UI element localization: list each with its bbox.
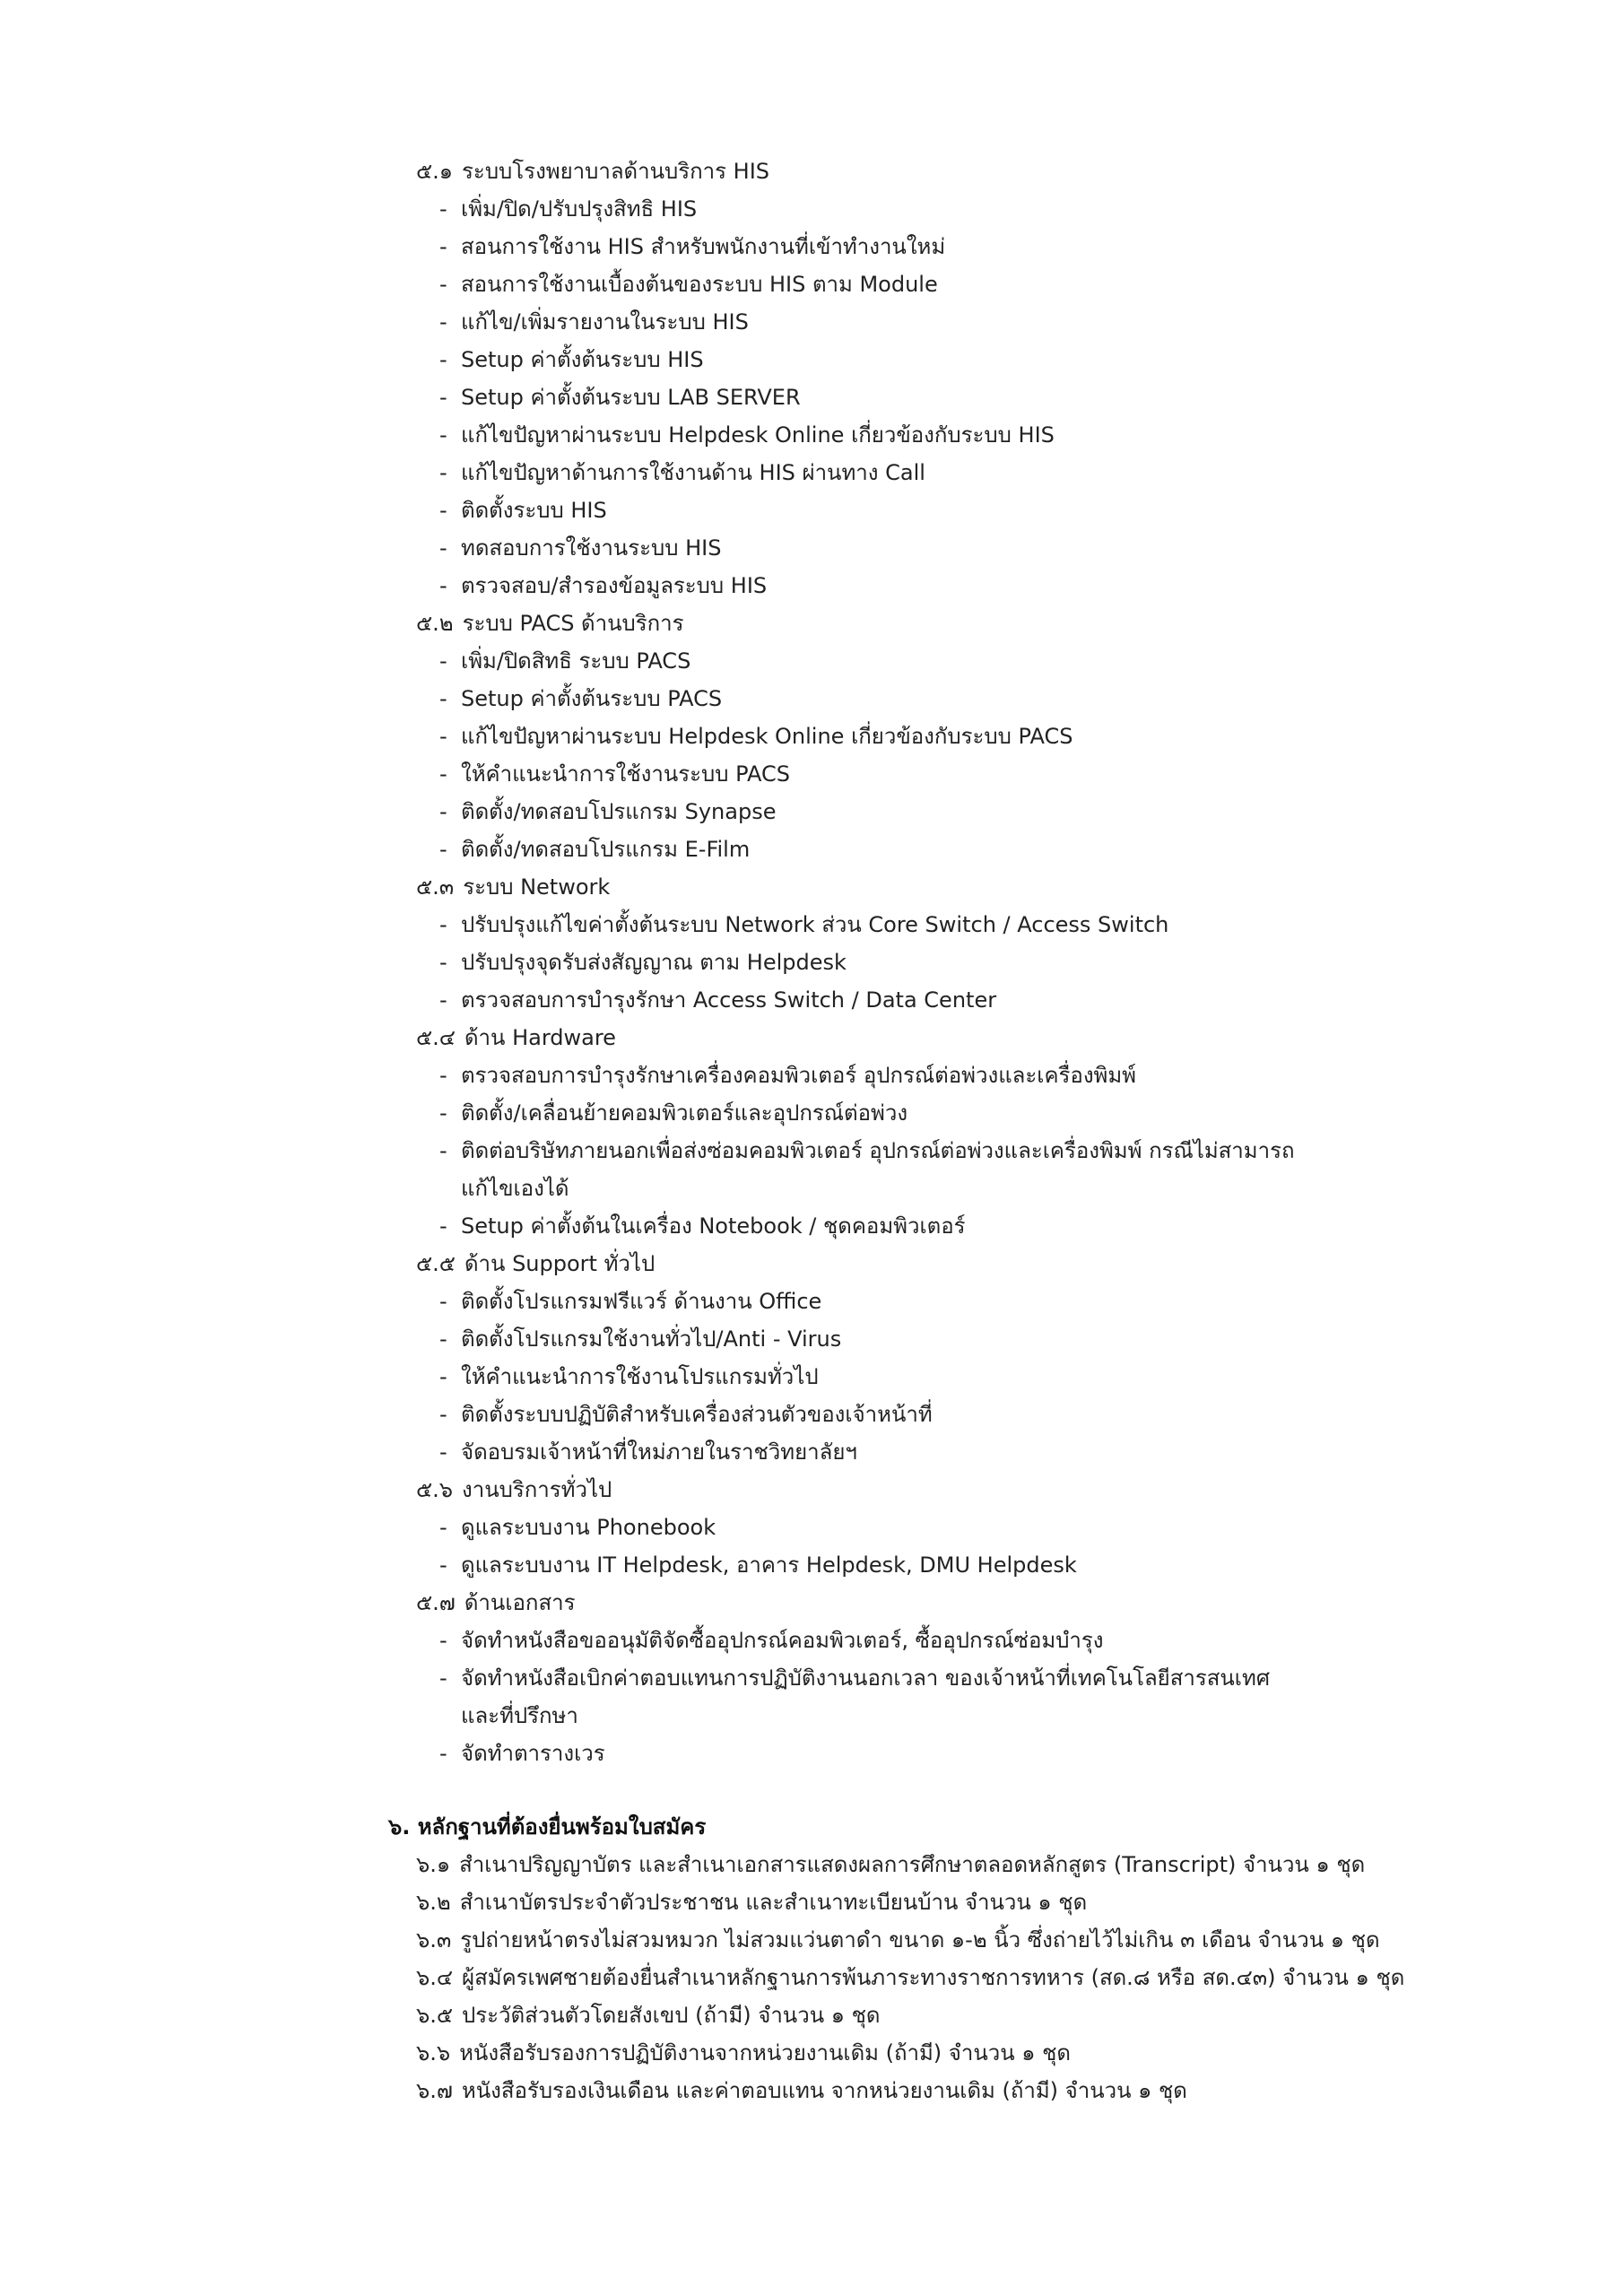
section-title: ระบบ PACS ด้านบริการ xyxy=(462,611,684,636)
section-number: ๕.๒ xyxy=(416,611,454,636)
section-number: ๕.๓ xyxy=(416,874,455,900)
section-5-2-heading xyxy=(416,604,684,642)
numbered-item: ๖.๕ ประวัติส่วนตัวโดยสังเขป (ถ้ามี) จำนวน ๑ ชุด xyxy=(416,2003,881,2028)
section-title: ด้าน Support ทั่วไป xyxy=(464,1251,656,1276)
section-title: ด้านเอกสาร xyxy=(464,1590,576,1615)
list-item: - จัดทำตารางเวร xyxy=(439,1741,605,1766)
list-item: - ตรวจสอบการบำรุงรักษา Access Switch / Data Center xyxy=(439,987,997,1013)
numbered-item: ๖.๗ หนังสือรับรองเงินเดือน และค่าตอบแทน จากหน่วยงานเดิม (ถ้ามี) จำนวน ๑ ชุด xyxy=(416,2078,1187,2103)
section-title: งานบริการทั่วไป xyxy=(462,1477,612,1502)
list-item: - ติดตั้งโปรแกรมฟรีแวร์ ด้านงาน Office xyxy=(439,1289,822,1314)
section-number: ๕.๔ xyxy=(416,1025,456,1050)
list-item: - สอนการใช้งาน HIS สำหรับพนักงานที่เข้าทำงานใหม่ xyxy=(439,234,946,259)
list-item: - Setup ค่าตั้งต้นในเครื่อง Notebook / ชุดคอมพิวเตอร์ xyxy=(439,1213,966,1239)
list-item: - ทดสอบการใช้งานระบบ HIS xyxy=(439,535,722,561)
section-title: ด้าน Hardware xyxy=(464,1025,616,1050)
list-item: - Setup ค่าตั้งต้นระบบ PACS xyxy=(439,686,723,711)
list-item: - ดูแลระบบงาน Phonebook xyxy=(439,1515,716,1540)
section-number: ๕.๗ xyxy=(416,1590,456,1615)
list-item: - ติดตั้งโปรแกรมใช้งานทั่วไป/Anti - Virus xyxy=(439,1326,842,1352)
section-title: ระบบโรงพยาบาลด้านบริการ HIS xyxy=(462,159,770,184)
numbered-item: ๖.๔ ผู้สมัครเพศชายต้องยื่นสำเนาหลักฐานการพ้นภาระทางราชการทหาร (สด.๘ หรือ สด.๔๓) จำนวน ๑ ชุด xyxy=(416,1965,1405,1990)
section-5-4-heading xyxy=(416,1019,616,1057)
section-number: ๕.๑ xyxy=(416,159,454,184)
list-item: - ให้คำแนะนำการใช้งานระบบ PACS xyxy=(439,761,791,787)
list-item: - สอนการใช้งานเบื้องต้นของระบบ HIS ตาม Module xyxy=(439,272,938,297)
list-item: - ตรวจสอบ/สำรองข้อมูลระบบ HIS xyxy=(439,573,768,598)
list-item: - เพิ่ม/ปิด/ปรับปรุงสิทธิ HIS xyxy=(439,196,698,222)
section-5-7-heading xyxy=(416,1584,575,1622)
section-number: ๕.๖ xyxy=(416,1477,454,1502)
list-item: - ติดตั้ง/ทดสอบโปรแกรม E-Film xyxy=(439,837,751,862)
list-item: - ติดตั้ง/เคลื่อนย้ายคอมพิวเตอร์และอุปกรณ์ต่อพ่วง xyxy=(439,1100,908,1126)
section-5-1-heading xyxy=(416,152,769,190)
list-item: - ติดตั้ง/ทดสอบโปรแกรม Synapse xyxy=(439,799,777,824)
list-item: - เพิ่ม/ปิดสิทธิ ระบบ PACS xyxy=(439,648,691,674)
section-number: ๕.๕ xyxy=(416,1251,456,1276)
section-6-heading: ๖. หลักฐานที่ต้องยื่นพร้อมใบสมัคร xyxy=(388,1814,707,1839)
numbered-item: ๖.๓ รูปถ่ายหน้าตรงไม่สวมหมวก ไม่สวมแว่นตาดำ ขนาด ๑-๒ นิ้ว ซึ่งถ่ายไว้ไม่เกิน ๓ เดือน จำนวน ๑ ชุด xyxy=(416,1927,1380,1952)
list-item-continuation: แก้ไขเองได้ xyxy=(461,1176,569,1201)
numbered-item: ๖.๖ หนังสือรับรองการปฏิบัติงานจากหน่วยงานเดิม (ถ้ามี) จำนวน ๑ ชุด xyxy=(416,2040,1071,2066)
section-5-3-heading xyxy=(416,868,610,906)
section-title: ระบบ Network xyxy=(463,874,611,900)
list-item: - ติดต่อบริษัทภายนอกเพื่อส่งซ่อมคอมพิวเตอร์ อุปกรณ์ต่อพ่วงและเครื่องพิมพ์ กรณีไม่สามารถ xyxy=(439,1138,1295,1163)
list-item: - ติดตั้งระบบ HIS xyxy=(439,498,607,523)
list-item: - แก้ไข/เพิ่มรายงานในระบบ HIS xyxy=(439,309,749,335)
list-item: - ปรับปรุงจุดรับส่งสัญญาณ ตาม Helpdesk xyxy=(439,950,847,975)
list-item: - จัดทำหนังสือขออนุมัติจัดซื้ออุปกรณ์คอมพิวเตอร์, ซื้ออุปกรณ์ซ่อมบำรุง xyxy=(439,1628,1104,1653)
list-item: - จัดอบรมเจ้าหน้าที่ใหม่ภายในราชวิทยาลัยฯ xyxy=(439,1439,857,1465)
numbered-item: ๖.๒ สำเนาบัตรประจำตัวประชาชน และสำเนาทะเบียนบ้าน จำนวน ๑ ชุด xyxy=(416,1890,1088,1915)
numbered-item: ๖.๑ สำเนาปริญญาบัตร และสำเนาเอกสารแสดงผลการศึกษาตลอดหลักสูตร (Transcript) จำนวน ๑ ชุด xyxy=(416,1852,1366,1877)
section-5-5-heading xyxy=(416,1245,655,1283)
list-item: - ปรับปรุงแก้ไขค่าตั้งต้นระบบ Network ส่วน Core Switch / Access Switch xyxy=(439,912,1169,937)
section-5-6-heading xyxy=(416,1471,612,1509)
list-item: - Setup ค่าตั้งต้นระบบ HIS xyxy=(439,347,704,372)
list-item: - ให้คำแนะนำการใช้งานโปรแกรมทั่วไป xyxy=(439,1364,819,1389)
list-item: - ตรวจสอบการบำรุงรักษาเครื่องคอมพิวเตอร์ อุปกรณ์ต่อพ่วงและเครื่องพิมพ์ xyxy=(439,1063,1136,1088)
list-item: - แก้ไขปัญหาด้านการใช้งานด้าน HIS ผ่านทาง Call xyxy=(439,460,925,485)
list-item-continuation: และที่ปรึกษา xyxy=(461,1703,578,1728)
list-item: - แก้ไขปัญหาผ่านระบบ Helpdesk Online เกี่ยวข้องกับระบบ PACS xyxy=(439,724,1073,749)
list-item: - ดูแลระบบงาน IT Helpdesk, อาคาร Helpdesk, DMU Helpdesk xyxy=(439,1552,1077,1578)
list-item: - ติดตั้งระบบปฏิบัติสำหรับเครื่องส่วนตัวของเจ้าหน้าที่ xyxy=(439,1402,933,1427)
list-item: - Setup ค่าตั้งต้นระบบ LAB SERVER xyxy=(439,385,801,410)
list-item: - แก้ไขปัญหาผ่านระบบ Helpdesk Online เกี่ยวข้องกับระบบ HIS xyxy=(439,422,1055,448)
list-item: - จัดทำหนังสือเบิกค่าตอบแทนการปฏิบัติงานนอกเวลา ของเจ้าหน้าที่เทคโนโลยีสารสนเทศ xyxy=(439,1665,1271,1691)
